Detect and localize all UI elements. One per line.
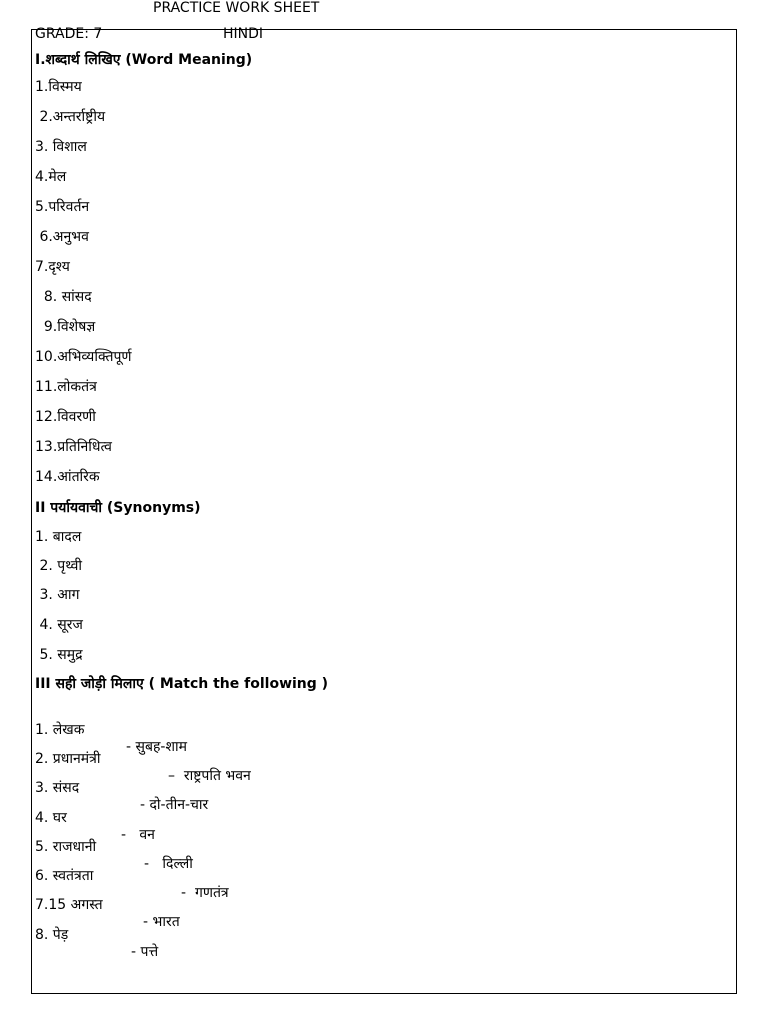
word-meaning-item: 7.दृश्य (35, 259, 70, 275)
match-row (35, 910, 159, 961)
match-left: 6. स्वतंत्रता (35, 868, 94, 884)
synonym-item: 3. आग (35, 587, 80, 603)
word-meaning-item: 8. सांसद (35, 289, 92, 305)
match-left: 4. घर (35, 810, 67, 826)
synonym-item: 2. पृथ्वी (35, 558, 83, 574)
synonym-item: 5. समुद्र (35, 647, 83, 663)
word-meaning-item: 1.विस्मय (35, 79, 82, 95)
match-left: 2. प्रधानमंत्री (35, 751, 101, 767)
word-meaning-item: 10.अभिव्यक्तिपूर्ण (35, 349, 132, 365)
match-right: - भारत (143, 914, 180, 930)
word-meaning-item: 13.प्रतिनिधित्व (35, 439, 112, 455)
word-meaning-item: 4.मेल (35, 169, 67, 185)
match-left: 8. पेड़ (35, 927, 69, 943)
word-meaning-item: 9.विशेषज्ञ (35, 319, 96, 335)
word-meaning-item: 3. विशाल (35, 139, 87, 155)
word-meaning-item: 5.परिवर्तन (35, 199, 90, 215)
match-right: – राष्ट्रपति भवन (168, 768, 251, 784)
worksheet-title: PRACTICE WORK SHEET (153, 0, 320, 16)
synonym-item: 4. सूरज (35, 617, 83, 633)
match-left: 1. लेखक (35, 722, 85, 738)
word-meaning-item: 14.आंतरिक (35, 469, 100, 485)
word-meaning-item: 12.विवरणी (35, 409, 96, 425)
match-right: - दो-तीन-चार (140, 797, 209, 813)
section-heading-synonyms: II पर्यायवाची (Synonyms) (35, 500, 201, 516)
word-meaning-item: 11.लोकतंत्र (35, 379, 97, 395)
match-right: - दिल्ली (144, 856, 193, 872)
match-left: 7.15 अगस्त (35, 897, 103, 913)
word-meaning-item: 2.अन्तर्राष्ट्रीय (35, 109, 106, 125)
grade-label: GRADE: 7 (35, 26, 103, 42)
match-right: - वन (121, 827, 155, 843)
match-right: - सुबह-शाम (126, 739, 187, 755)
synonym-item: 1. बादल (35, 529, 82, 545)
subject-label: HINDI (223, 26, 264, 42)
section-heading-word-meaning: I.शब्दार्थ लिखिए (Word Meaning) (35, 52, 253, 68)
word-meaning-item: 6.अनुभव (35, 229, 89, 245)
match-left: 3. संसद (35, 780, 80, 796)
match-left: 5. राजधानी (35, 839, 97, 855)
match-right: - गणतंत्र (181, 885, 229, 901)
match-right: - पत्ते (131, 944, 159, 960)
section-heading-match: III सही जोड़ी मिलाए ( Match the following ) (35, 676, 329, 692)
